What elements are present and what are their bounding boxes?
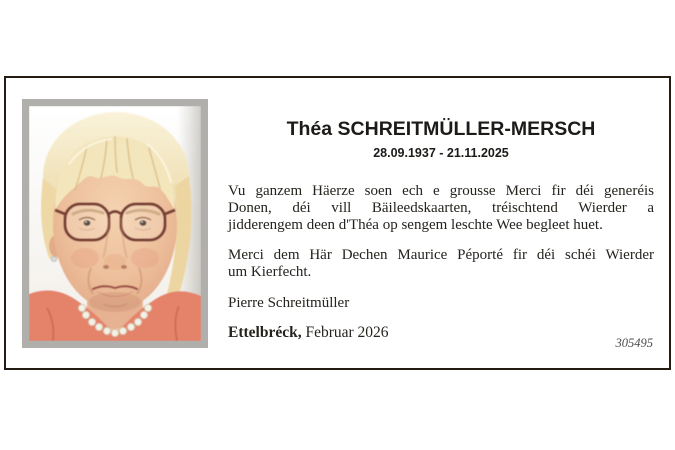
place-date-line [228,324,654,342]
portrait-photo [29,106,201,341]
paragraph-line: Donen, déi vill Bäileedskaarten, tréischtend Wierder a [228,200,654,216]
paragraph-line: jidderengem deen d'Théa op sengem leschte Wee begleet huet. [228,217,603,233]
life-dates: 28.09.1937 - 21.11.2025 [373,146,509,160]
deceased-name: Théa SCHREITMÜLLER-MERSCH [286,118,596,140]
publication-date: Februar 2026 [305,324,389,341]
photo-frame [22,99,208,348]
paragraph-line: Vu ganzem Häerze soen ech e grousse Merci fir déi generéis [228,183,654,199]
obituary-card [4,76,671,370]
paragraph-line: Merci dem Här Dechen Maurice Péporté fir déi schéi Wierder [228,247,654,263]
signature: Pierre Schreitmüller [228,295,350,311]
paragraph-line: um Kierfecht. [228,264,312,280]
place: Ettelbréck, [228,324,302,341]
reference-number: 305495 [615,336,653,350]
thanks-paragraph [228,183,654,234]
notice-text-block [228,118,654,342]
priest-thanks-paragraph [228,247,654,281]
